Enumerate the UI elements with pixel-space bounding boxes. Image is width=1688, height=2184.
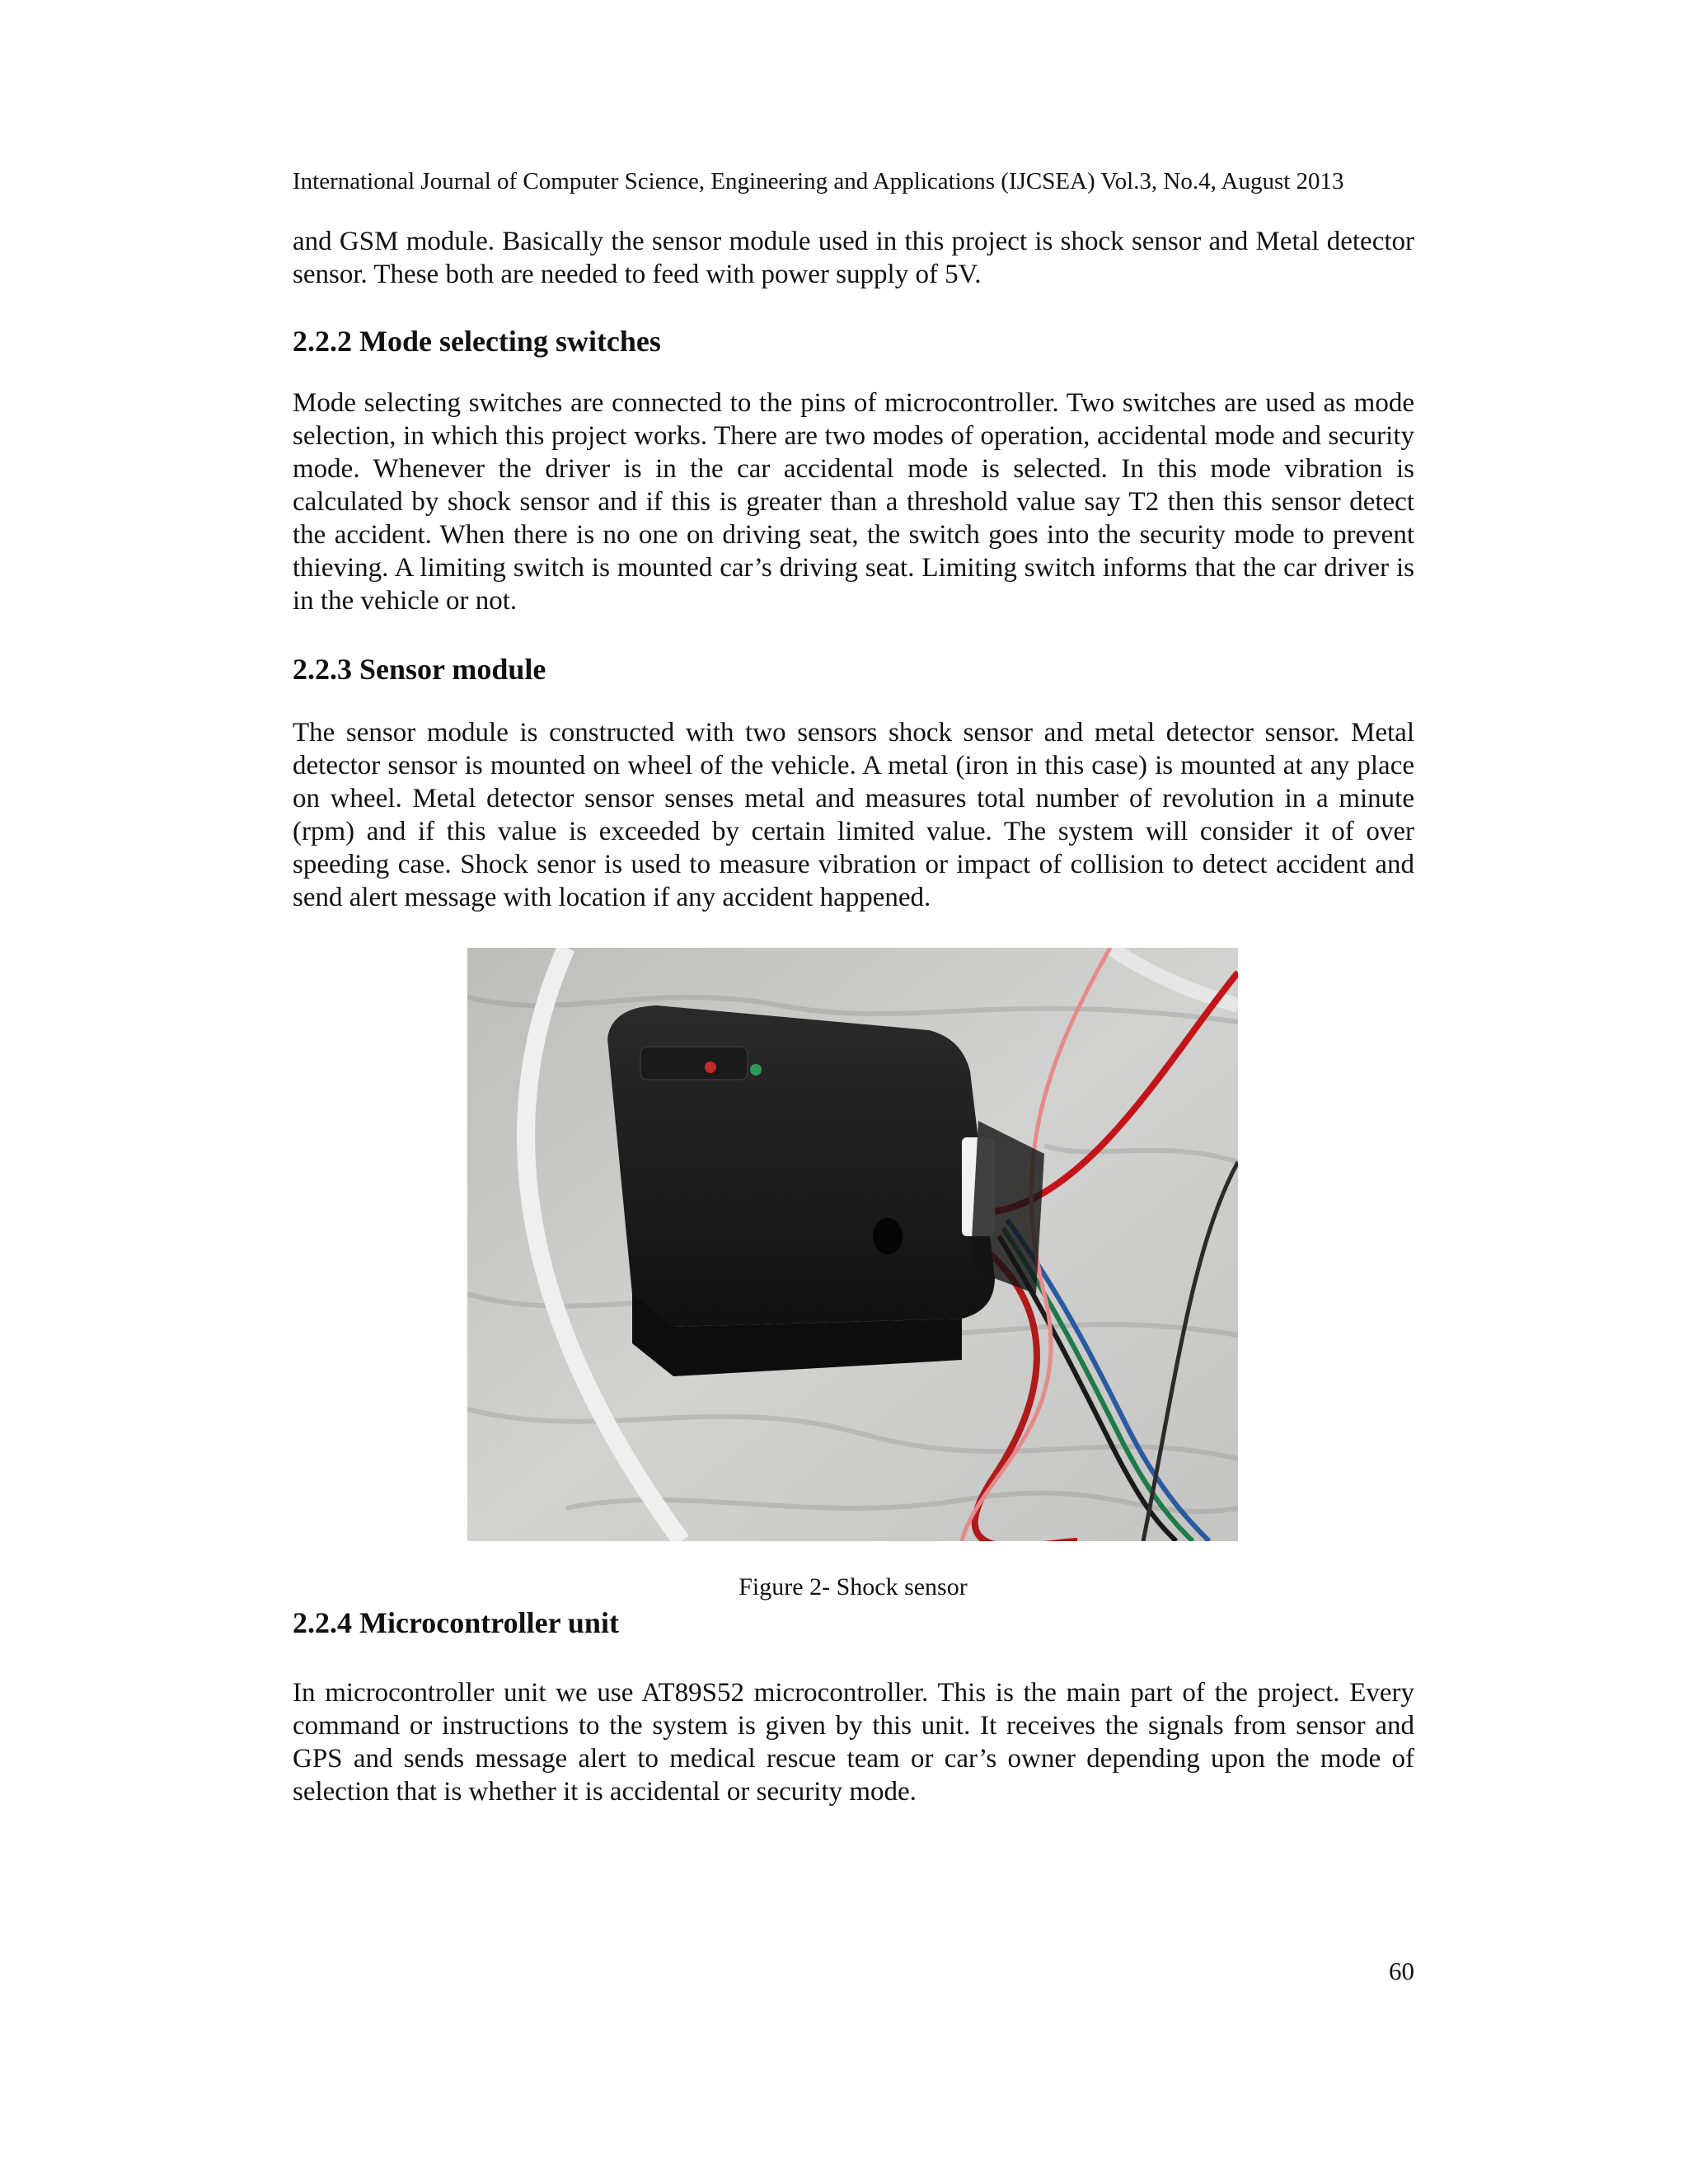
section-paragraph-sensor-module: The sensor module is constructed with two sensors shock sensor and metal detector sensor. Metal detector sensor is mounted on wheel of the vehicle. A metal (iron in this case) is mounted at any place on wheel. Metal detector sensor senses metal and measures total number of revolution in a minute (rpm) and if this value is exceeded by certain limited value. The system will consider it of over speeding case. Shock senor is used to measure vibration or impact of collision to detect accident and send alert message with location if any accident happened.	[293, 718, 1414, 912]
page-number: 60	[1389, 1957, 1414, 1985]
section-paragraph-mode-switches: Mode selecting switches are connected to the pins of microcontroller. Two switches are used as mode selection, in which this project works. There are two modes of operation, accidental mode and security mode. Whenever the driver is in the car accidental mode is selected. In this mode vibration is calculated by shock sensor and if this is greater than a threshold value say T2 then this sensor detect the accident. When there is no one on driving seat, the switch goes into the security mode to prevent thieving. A limiting switch is mounted car’s driving seat. Limiting switch informs that the car driver is in the vehicle or not.	[293, 388, 1414, 616]
figure-caption: Figure 2- Shock sensor	[738, 1573, 968, 1601]
section-paragraph-microcontroller: In microcontroller unit we use AT89S52 microcontroller. This is the main part of the project. Every command or instructions to the system is given by this unit. It receives the signals from sensor and GPS and sends message alert to medical rescue team or car’s owner depending upon the mode of selection that is whether it is accidental or security mode.	[293, 1678, 1414, 1807]
intro-paragraph: and GSM module. Basically the sensor module used in this project is shock sensor and Metal detector sensor. These both are needed to feed with power supply of 5V.	[293, 227, 1414, 289]
green-led	[750, 1064, 762, 1076]
section-heading-mode-switches: 2.2.2 Mode selecting switches	[293, 325, 661, 358]
shock-sensor-photo	[467, 948, 1238, 1541]
section-heading-sensor-module: 2.2.3 Sensor module	[293, 653, 546, 686]
adjustment-hole	[873, 1218, 903, 1254]
section-heading-microcontroller: 2.2.4 Microcontroller unit	[293, 1606, 619, 1639]
running-header: International Journal of Computer Science, Engineering and Applications (IJCSEA) Vol.3, No.4, August 2013	[293, 168, 1344, 194]
led-panel	[640, 1047, 748, 1080]
shock-sensor-illustration	[467, 948, 1238, 1541]
red-led	[705, 1062, 716, 1073]
